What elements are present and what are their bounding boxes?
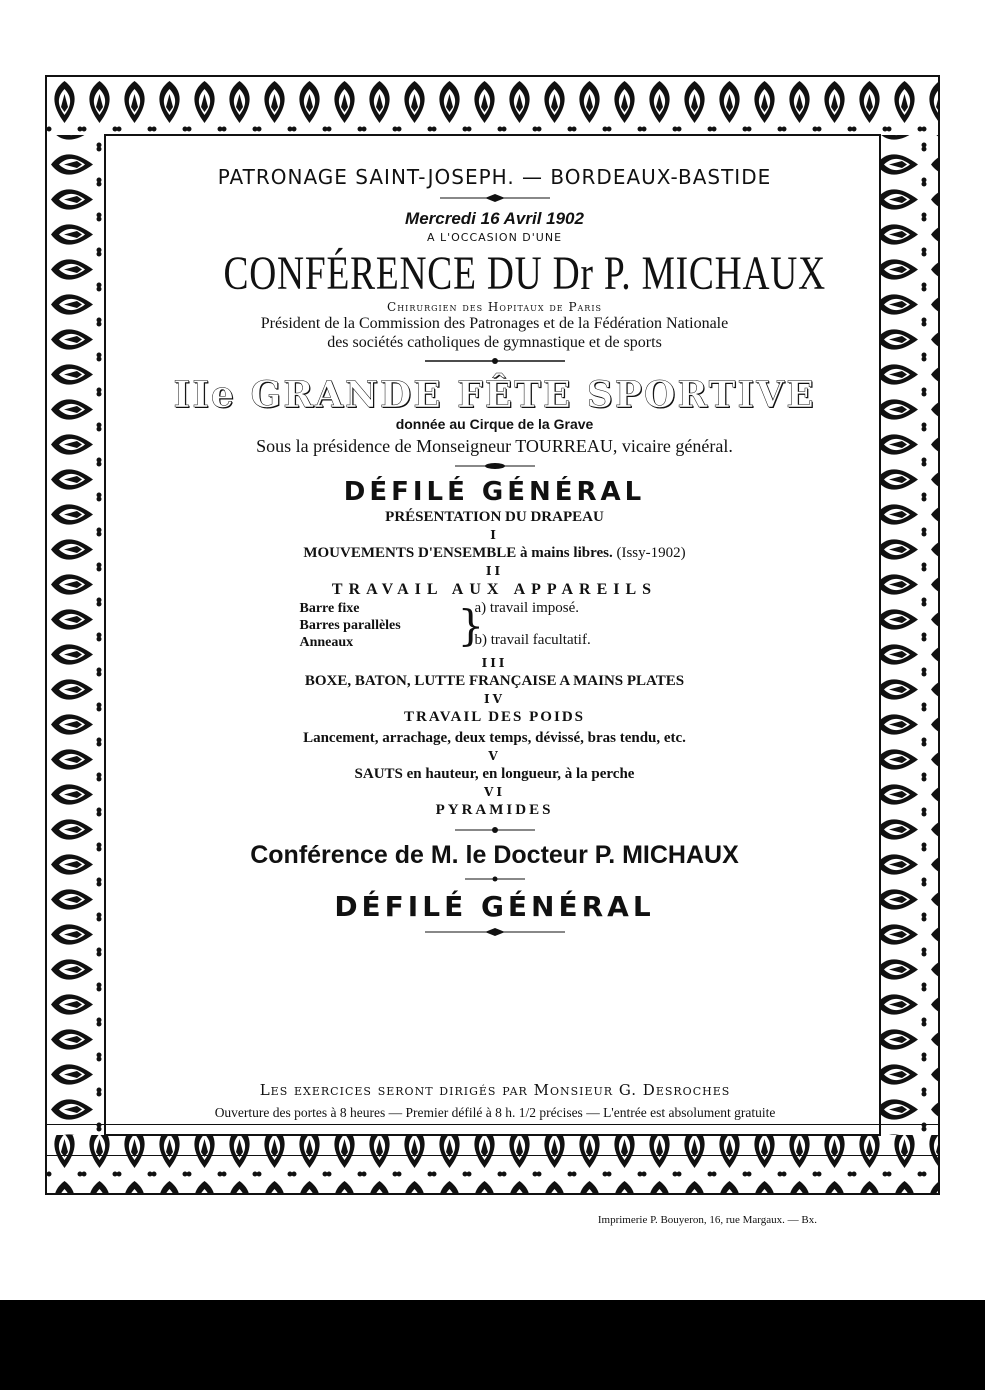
fete-title: IIe GRANDE FÊTE SPORTIVE — [173, 374, 816, 416]
ornament-separator — [425, 356, 565, 366]
conference-title: CONFÉRENCE DU Dr P. MICHAUX — [223, 247, 826, 300]
occasion-text: A L'OCCASION D'UNE — [426, 231, 563, 244]
chirurgien-text: Chirurgien des Hopitaux de Paris — [387, 300, 602, 314]
presentation-drapeau: PRÉSENTATION DU DRAPEAU — [385, 509, 604, 525]
programme-number: VI — [484, 785, 505, 799]
patronage-title: PATRONAGE SAINT-JOSEPH. — BORDEAUX-BASTIDE — [217, 165, 772, 189]
appareil-option-b: b) travail facultatif. — [474, 632, 591, 648]
president-line-1: Président de la Commission des Patronages et de la Fédération Nationale — [260, 315, 729, 332]
footer-rule — [47, 1124, 938, 1156]
poster-frame — [45, 75, 940, 1195]
brace-glyph: } — [457, 601, 485, 650]
appareils-list — [270, 600, 720, 656]
programme-number: I — [490, 528, 499, 542]
programme-item: TRAVAIL AUX APPAREILS — [331, 581, 658, 598]
event-date: Mercredi 16 Avril 1902 — [405, 209, 584, 228]
president-line-2: des sociétés catholiques de gymnastique et de sports — [327, 334, 662, 351]
ornament-separator — [455, 825, 535, 835]
bottom-band — [0, 1300, 985, 1390]
defile-general-heading: DÉFILÉ GÉNÉRAL — [343, 477, 646, 507]
poster-content — [147, 157, 842, 1117]
appareil-option-a: a) travail imposé. — [474, 600, 580, 616]
ornament-separator — [455, 461, 535, 471]
programme-item: MOUVEMENTS D'ENSEMBLE à mains libres. (Issy-1902) — [303, 545, 686, 561]
programme-item: TRAVAIL DES POIDS — [403, 709, 585, 725]
programme-item: PYRAMIDES — [435, 802, 554, 818]
programme-subitem: Lancement, arrachage, deux temps, dévissé, bras tendu, etc. — [303, 730, 686, 746]
ornament-separator — [425, 927, 565, 937]
closing-conference: Conférence de M. le Docteur P. MICHAUX — [250, 841, 739, 869]
programme-number: V — [488, 749, 501, 763]
programme-item: SAUTS en hauteur, en longueur, à la perche — [354, 766, 635, 782]
programme-number: IV — [484, 692, 505, 706]
appareil-item: Anneaux — [299, 635, 354, 650]
programme-number: II — [485, 564, 504, 578]
imprimerie-credit: Imprimerie P. Bouyeron, 16, rue Margaux. — Bx. — [597, 1214, 817, 1226]
closing-defile-general: DÉFILÉ GÉNÉRAL — [334, 890, 655, 923]
dirige-text: Les exercices seront dirigés par Monsieur G. Desroches — [259, 1081, 731, 1099]
programme-item: BOXE, BATON, LUTTE FRANÇAISE A MAINS PLATES — [304, 673, 685, 689]
programme-number: III — [481, 656, 508, 670]
fete-presidence: Sous la présidence de Monseigneur TOURREAU, vicaire général. — [256, 436, 733, 456]
ornament-separator — [465, 874, 525, 884]
ouverture-text: Ouverture des portes à 8 heures — Premier défilé à 8 h. 1/2 précises — L'entrée est absolument gratuite — [214, 1105, 776, 1120]
ornament-separator — [440, 193, 550, 203]
appareil-item: Barre fixe — [299, 601, 360, 616]
appareil-item: Barres parallèles — [299, 618, 401, 633]
dirige-line — [115, 1080, 875, 1099]
fete-location: donnée au Cirque de la Grave — [395, 416, 594, 432]
